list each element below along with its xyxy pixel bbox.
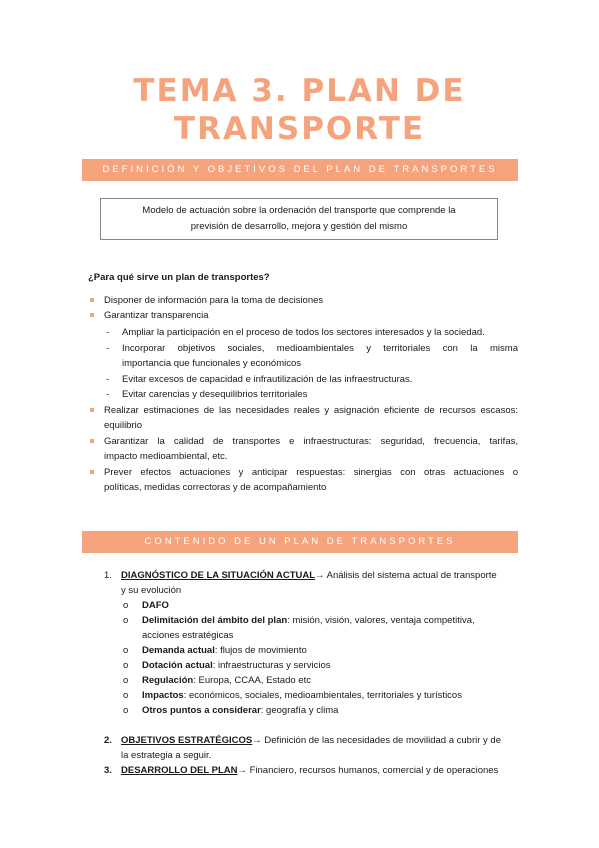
sub-bullet-item: Evitar carencias y desequilibrios territoriales [122,389,308,400]
dash-bullet-icon: - [106,374,110,385]
circle-bullet-icon: o [123,675,129,686]
diag-item-cont: acciones estratégicas [142,630,234,641]
arrow-icon: → [315,570,325,581]
square-bullet-icon [90,439,94,443]
bullet-item: Prever efectos actuaciones y anticipar respuestas: sinergias con otras actuaciones o [104,467,518,478]
title-line-1: TEMA 3. PLAN DE [133,73,466,109]
title-line-2: TRANSPORTE [173,111,426,147]
diag-item-label: Otros puntos a considerar [142,705,261,716]
question-heading: ¿Para qué sirve un plan de transportes? [88,272,270,283]
numbered-item [121,568,521,583]
square-bullet-icon [90,313,94,317]
numbered-item-cont: y su evolución [121,585,182,596]
sub-bullet-item: Incorporar objetivos sociales, medioambientales y territoriales con la misma [122,343,518,354]
sub-bullet-item: Evitar excesos de capacidad e infrautilización de las infraestructuras. [122,374,413,385]
numbered-item-text: Financiero, recursos humanos, comercial y de operaciones [246,765,499,776]
bullet-item: Garantizar transparencia [104,310,209,321]
sub-bullet-item-cont: importancia que funcionales y económicos [122,358,302,369]
circle-bullet-icon: o [123,705,129,716]
diag-item-label: Delimitación del ámbito del plan [142,615,288,626]
bullet-item-cont: equilibrio [104,420,143,431]
page-title [0,72,599,148]
arrow-icon: → [237,765,247,776]
number-label: 3. [104,765,112,776]
bullet-item: Disponer de información para la toma de decisiones [104,295,324,306]
diag-item-text: : Europa, CCAA, Estado etc [193,675,311,686]
definition-box [100,198,498,240]
numbered-item-heading: DESARROLLO DEL PLAN [121,765,238,776]
diag-item-label: Demanda actual [142,645,215,656]
diag-item-label: Impactos [142,690,184,701]
numbered-item [121,733,521,748]
square-bullet-icon [90,470,94,474]
arrow-icon: → [252,735,262,746]
numbered-item-cont: la estrategia a seguir. [121,750,212,761]
dash-bullet-icon: - [106,327,110,338]
sub-bullet-item: Ampliar la participación en el proceso de todos los sectores interesados y la sociedad. [122,327,485,338]
numbered-item-text: Definición de las necesidades de movilidad a cubrir y de [261,735,501,746]
diag-item-text: : flujos de movimiento [214,645,307,656]
dash-bullet-icon: - [106,343,110,354]
diag-item [142,613,475,628]
diag-item [142,673,311,688]
diag-item-text: : misión, visión, valores, ventaja competitiva, [287,615,475,626]
square-bullet-icon [90,298,94,302]
numbered-item-heading: OBJETIVOS ESTRATÉGICOS [121,735,253,746]
bullet-item-cont: políticas, medidas correctoras y de acompañamiento [104,482,327,493]
square-bullet-icon [90,408,94,412]
section-banner-content: CONTENIDO DE UN PLAN DE TRANSPORTES [82,531,518,553]
diag-item [142,643,307,658]
diag-item-text: : infraestructuras y servicios [212,660,331,671]
number-label: 1. [104,570,112,581]
diag-item-text: : económicos, sociales, medioambientales, territoriales y turísticos [183,690,462,701]
diag-item [142,703,338,718]
bullet-item: Garantizar la calidad de transportes e infraestructuras: seguridad, frecuencia, tarifas, [104,436,518,447]
diag-item [142,658,330,673]
definition-line-2: previsión de desarrollo, mejora y gestión del mismo [190,221,408,232]
numbered-item [121,763,521,778]
circle-bullet-icon: o [123,645,129,656]
diag-item: DAFO [142,600,169,611]
bullet-item: Realizar estimaciones de las necesidades reales y asignación eficiente de recursos escasos: [104,405,518,416]
circle-bullet-icon: o [123,690,129,701]
diag-item [142,688,462,703]
diag-item-text: : geografía y clima [260,705,339,716]
numbered-item-text: Análisis del sistema actual de transporte [324,570,497,581]
circle-bullet-icon: o [123,600,129,611]
circle-bullet-icon: o [123,660,129,671]
bullet-item-cont: impacto medioambiental, etc. [104,451,228,462]
definition-line-1: Modelo de actuación sobre la ordenación del transporte que comprende la [142,205,456,216]
number-label: 2. [104,735,112,746]
diag-item-label: Dotación actual [142,660,213,671]
section-banner-definition: DEFINICIÓN Y OBJETIVOS DEL PLAN DE TRANSPORTES [82,159,518,181]
dash-bullet-icon: - [106,389,110,400]
diag-item-label: Regulación [142,675,194,686]
numbered-item-heading: DIAGNÓSTICO DE LA SITUACIÓN ACTUAL [121,570,316,581]
circle-bullet-icon: o [123,615,129,626]
